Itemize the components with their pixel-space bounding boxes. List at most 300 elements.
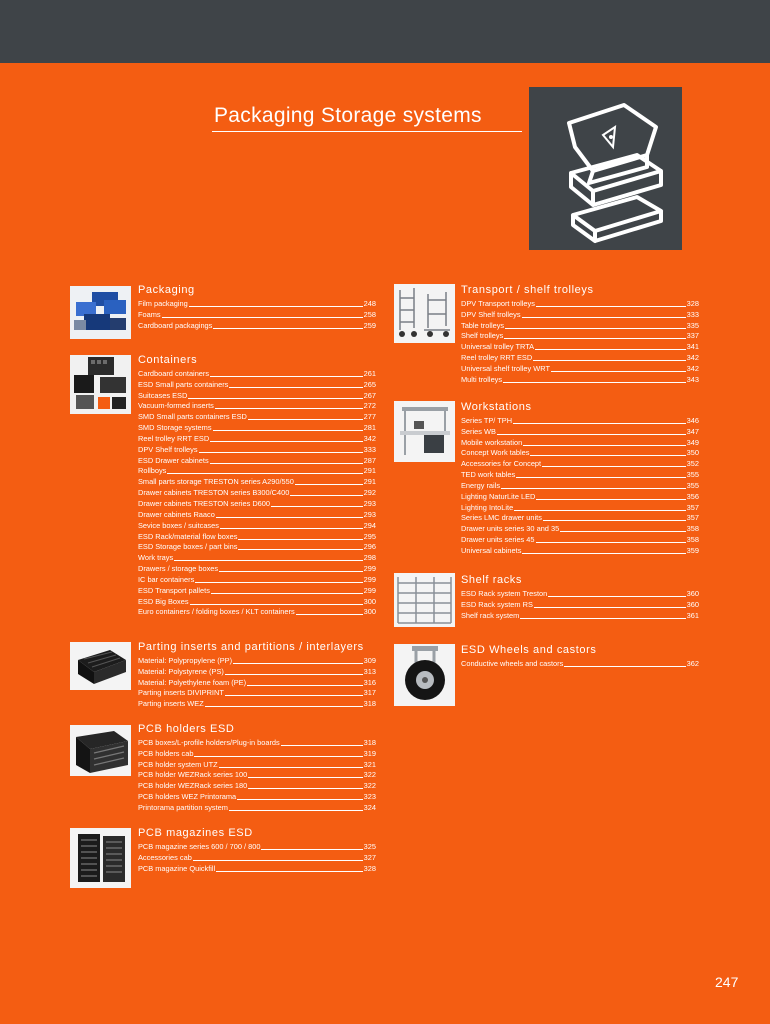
toc-entry-page: 359 (686, 545, 699, 555)
hero-panel (529, 87, 682, 250)
toc-entry[interactable] (138, 802, 376, 813)
leader-line (193, 860, 363, 861)
toc-entry-page: 277 (363, 412, 376, 422)
leader-line (248, 419, 363, 420)
toc-entry[interactable] (138, 487, 376, 498)
section-heading: PCB magazines ESD (138, 827, 253, 839)
toc-entry-page: 342 (686, 363, 699, 373)
toc-entry-page: 356 (686, 491, 699, 501)
toc-entry-title: ESD Rack system RS (461, 599, 533, 609)
toc-entry[interactable] (461, 309, 699, 320)
toc-entry[interactable] (461, 491, 699, 502)
toc-list (138, 368, 376, 617)
toc-entry-title: ESD Drawer cabinets (138, 455, 209, 465)
toc-entry-title: Vacuum-formed inserts (138, 401, 214, 411)
toc-entry[interactable] (138, 596, 376, 607)
leader-line (551, 371, 686, 372)
toc-entry[interactable] (461, 426, 699, 437)
toc-entry[interactable] (138, 509, 376, 520)
toc-entry-title: Lighting IntoLite (461, 502, 514, 512)
toc-entry-page: 341 (686, 342, 699, 352)
toc-entry-title: Suitcases ESD (138, 390, 188, 400)
toc-entry-page: 358 (686, 535, 699, 545)
leader-line (514, 510, 685, 511)
toc-entry-title: Accessories cab (138, 852, 192, 862)
toc-entry[interactable] (138, 498, 376, 509)
trolleys-image (394, 284, 455, 343)
leader-line (219, 767, 363, 768)
section-workstations (461, 400, 699, 556)
toc-entry-page: 313 (363, 666, 376, 676)
leader-line (533, 360, 685, 361)
toc-entry-title: Series LMC drawer units (461, 513, 542, 523)
toc-entry-page: 318 (363, 737, 376, 747)
toc-entry-page: 360 (686, 599, 699, 609)
leader-line (522, 317, 686, 318)
section-heading: Workstations (461, 401, 532, 413)
toc-entry-page: 300 (363, 607, 376, 617)
leader-line (522, 553, 685, 554)
leader-line (564, 666, 685, 667)
toc-entry[interactable] (461, 320, 699, 331)
leader-line (211, 593, 363, 594)
toc-entry-title: Rollboys (138, 466, 167, 476)
toc-entry-page: 295 (363, 531, 376, 541)
toc-entry-page: 293 (363, 498, 376, 508)
leader-line (523, 445, 685, 446)
toc-entry[interactable] (461, 480, 699, 491)
toc-entry-title: Film packaging (138, 298, 188, 308)
toc-entry-page: 299 (363, 574, 376, 584)
toc-entry[interactable] (138, 574, 376, 585)
toc-entry[interactable] (138, 444, 376, 455)
toc-list (138, 298, 376, 331)
toc-entry-title: DPV Shelf trolleys (461, 309, 521, 319)
toc-entry-title: Mobile workstation (461, 437, 523, 447)
leader-line (215, 408, 363, 409)
toc-entry-page: 358 (686, 524, 699, 534)
leader-line (216, 871, 362, 872)
toc-entry-title: Drawers / storage boxes (138, 564, 219, 574)
toc-entry-page: 328 (363, 863, 376, 873)
toc-entry-title: Euro containers / folding boxes / KLT containers (138, 607, 295, 617)
toc-entry[interactable] (138, 476, 376, 487)
toc-entry-title: Shelf trolleys (461, 331, 504, 341)
toc-entry-page: 298 (363, 553, 376, 563)
leader-line (248, 788, 362, 789)
leader-line (247, 685, 363, 686)
toc-entry-page: 342 (686, 353, 699, 363)
toc-entry-title: Printorama partition system (138, 802, 228, 812)
toc-entry-page: 292 (363, 488, 376, 498)
toc-entry-title: Concept Work tables (461, 448, 530, 458)
toc-entry-page: 316 (363, 677, 376, 687)
leader-line (534, 607, 686, 608)
toc-entry-title: DPV Transport trolleys (461, 298, 535, 308)
toc-entry-page: 328 (686, 298, 699, 308)
toc-entry[interactable] (138, 698, 376, 709)
toc-entry-title: PCB holders WEZ Printorama (138, 792, 237, 802)
wheels-thumbnail (394, 644, 455, 706)
toc-entry-title: Universal shelf trolley WRT (461, 363, 550, 373)
leader-line (225, 695, 363, 696)
leader-line (190, 604, 363, 605)
toc-entry-title: Material: Polystyrene (PS) (138, 666, 224, 676)
leader-line (195, 582, 362, 583)
leader-line (225, 674, 363, 675)
toc-entry-title: PCB holders cab (138, 748, 194, 758)
leader-line (238, 539, 362, 540)
toc-entry[interactable] (461, 458, 699, 469)
toc-entry[interactable] (461, 437, 699, 448)
leader-line (536, 542, 686, 543)
toc-entry[interactable] (461, 298, 699, 309)
toc-entry-page: 335 (686, 320, 699, 330)
leader-line (536, 306, 686, 307)
containers-thumbnail (70, 355, 131, 414)
toc-entry-title: Foams (138, 309, 161, 319)
toc-entry-title: ESD Transport pallets (138, 585, 210, 595)
leader-line (167, 473, 362, 474)
toc-entry-title: Reel trolley RRT ESD (138, 433, 210, 443)
toc-entry-page: 343 (686, 374, 699, 384)
toc-entry-page: 291 (363, 466, 376, 476)
toc-entry-title: Sevice boxes / suitcases (138, 520, 219, 530)
leader-line (543, 520, 686, 521)
leader-line (210, 376, 363, 377)
toc-entry[interactable] (138, 677, 376, 688)
toc-entry-page: 322 (363, 770, 376, 780)
toc-entry-page: 323 (363, 792, 376, 802)
toc-entry-title: ESD Big Boxes (138, 596, 189, 606)
leader-line (504, 338, 685, 339)
toc-entry-page: 327 (363, 852, 376, 862)
toc-entry-title: Work trays (138, 553, 174, 563)
workstations-thumbnail (394, 401, 455, 462)
toc-entry-title: Parting inserts WEZ (138, 699, 204, 709)
toc-entry-page: 322 (363, 781, 376, 791)
toc-entry-page: 267 (363, 390, 376, 400)
toc-entry[interactable] (138, 791, 376, 802)
toc-entry-title: Accessories for Concept (461, 459, 542, 469)
toc-entry[interactable] (138, 748, 376, 759)
parting-inserts-thumbnail (70, 642, 131, 690)
leader-line (281, 745, 363, 746)
toc-entry[interactable] (138, 655, 376, 666)
toc-entry[interactable] (461, 469, 699, 480)
toc-entry-title: Cardboard packagings (138, 320, 213, 330)
toc-entry-page: 357 (686, 513, 699, 523)
toc-entry-title: ESD Rack system Treston (461, 588, 548, 598)
toc-entry-page: 317 (363, 688, 376, 698)
toc-entry-title: Universal cabinets (461, 545, 522, 555)
parting-inserts-image (70, 642, 131, 690)
toc-entry[interactable] (138, 666, 376, 677)
toc-entry[interactable] (138, 466, 376, 477)
toc-entry-title: PCB magazine series 600 / 700 / 800 (138, 841, 261, 851)
toc-entry-page: 355 (686, 480, 699, 490)
leader-line (548, 596, 685, 597)
leader-line (213, 328, 362, 329)
leader-line (501, 488, 686, 489)
containers-image (70, 355, 131, 414)
leader-line (229, 387, 362, 388)
leader-line (248, 777, 362, 778)
toc-entry[interactable] (461, 448, 699, 459)
toc-entry[interactable] (138, 309, 376, 320)
pcb-magazines-thumbnail (70, 828, 131, 888)
toc-entry[interactable] (138, 607, 376, 618)
leader-line (261, 849, 362, 850)
leader-line (503, 382, 686, 383)
toc-entry[interactable] (461, 352, 699, 363)
page-number: 247 (715, 974, 739, 990)
toc-entry[interactable] (138, 841, 376, 852)
pcb-magazines-image (70, 828, 131, 888)
toc-entry-page: 346 (686, 415, 699, 425)
toc-entry-page: 299 (363, 564, 376, 574)
leader-line (295, 484, 363, 485)
toc-entry[interactable] (138, 863, 376, 874)
toc-entry-page: 319 (363, 748, 376, 758)
toc-entry[interactable] (138, 759, 376, 770)
toc-entry[interactable] (138, 531, 376, 542)
leader-line (220, 528, 363, 529)
toc-entry-page: 281 (363, 423, 376, 433)
toc-entry-title: Small parts storage TRESTON series A290/550 (138, 477, 294, 487)
toc-entry-page: 261 (363, 368, 376, 378)
toc-entry[interactable] (138, 401, 376, 412)
toc-entry-page: 293 (363, 509, 376, 519)
toc-entry-title: ESD Storage boxes / part bins (138, 542, 238, 552)
toc-entry-title: Table trolleys (461, 320, 505, 330)
section-parting-inserts (138, 640, 376, 709)
toc-entry-title: Energy rails (461, 480, 501, 490)
toc-entry[interactable] (138, 563, 376, 574)
toc-entry-title: Shelf rack system (461, 610, 520, 620)
toc-entry-page: 360 (686, 588, 699, 598)
toc-entry-title: Series WB (461, 426, 496, 436)
leader-line (296, 614, 363, 615)
leader-line (199, 452, 363, 453)
toc-entry-title: IC bar containers (138, 574, 195, 584)
trolleys-thumbnail (394, 284, 455, 343)
leader-line (513, 423, 686, 424)
toc-entry[interactable] (461, 610, 699, 621)
toc-entry[interactable] (138, 520, 376, 531)
leader-line (188, 398, 362, 399)
toc-entry[interactable] (138, 320, 376, 331)
toc-entry[interactable] (138, 542, 376, 553)
leader-line (219, 571, 363, 572)
leader-line (271, 506, 363, 507)
toc-entry-page: 291 (363, 477, 376, 487)
toc-entry[interactable] (138, 737, 376, 748)
toc-entry-title: SMD Storage systems (138, 423, 212, 433)
leader-line (216, 517, 363, 518)
toc-entry-page: 299 (363, 585, 376, 595)
toc-entry-title: ESD Rack/material flow boxes (138, 531, 238, 541)
toc-entry[interactable] (138, 688, 376, 699)
toc-entry-page: 347 (686, 426, 699, 436)
pcb-holders-image (70, 725, 131, 776)
toc-entry[interactable] (138, 411, 376, 422)
toc-entry[interactable] (461, 513, 699, 524)
toc-entry[interactable] (461, 341, 699, 352)
leader-line (210, 463, 363, 464)
leader-line (213, 430, 363, 431)
toc-entry-page: 287 (363, 455, 376, 465)
leader-line (210, 441, 362, 442)
leader-line (542, 466, 686, 467)
title-rule (212, 131, 522, 132)
toc-entry-page: 337 (686, 331, 699, 341)
toc-entry-title: PCB holder WEZRack series 100 (138, 770, 248, 780)
toc-entry-title: Drawer units series 30 and 35 (461, 524, 560, 534)
leader-line (520, 618, 685, 619)
section-shelf-racks (461, 573, 699, 621)
toc-entry-page: 352 (686, 459, 699, 469)
toc-entry-page: 333 (363, 444, 376, 454)
leader-line (233, 663, 363, 664)
toc-entry-title: PCB magazine Quickfill (138, 863, 216, 873)
toc-entry-page: 333 (686, 309, 699, 319)
leader-line (229, 810, 363, 811)
toc-entry[interactable] (461, 415, 699, 426)
shelf-racks-thumbnail (394, 573, 455, 627)
toc-entry-title: PCB holder system UTZ (138, 759, 218, 769)
leader-line (189, 306, 363, 307)
toc-entry-title: Cardboard containers (138, 368, 210, 378)
toc-entry-title: Universal trolley TRTA (461, 342, 535, 352)
toc-entry[interactable] (461, 502, 699, 513)
toc-entry[interactable] (138, 433, 376, 444)
toc-entry-page: 357 (686, 502, 699, 512)
section-heading: ESD Wheels and castors (461, 644, 597, 656)
toc-entry[interactable] (461, 588, 699, 599)
toc-entry-title: Drawer units series 45 (461, 535, 535, 545)
section-heading: Containers (138, 354, 198, 366)
toc-entry[interactable] (461, 534, 699, 545)
leader-line (237, 799, 362, 800)
toc-entry[interactable] (461, 363, 699, 374)
leader-line (536, 499, 685, 500)
toc-entry[interactable] (461, 523, 699, 534)
toc-list (461, 415, 699, 556)
toc-entry-page: 355 (686, 470, 699, 480)
leader-line (194, 756, 362, 757)
toc-entry-title: Parting inserts DIVIPRINT (138, 688, 224, 698)
section-trolleys (461, 283, 699, 385)
toc-entry-title: Series TP/ TPH (461, 415, 513, 425)
toc-entry[interactable] (138, 852, 376, 863)
toc-entry[interactable] (138, 455, 376, 466)
toc-entry-title: PCB boxes/L-profile holders/Plug-in boards (138, 737, 280, 747)
toc-entry[interactable] (138, 390, 376, 401)
toc-entry-title: Material: Polypropylene (PP) (138, 655, 233, 665)
toc-entry-page: 350 (686, 448, 699, 458)
toc-entry-title: Multi trolleys (461, 374, 503, 384)
toc-entry-title: SMD Small parts containers ESD (138, 412, 247, 422)
toc-entry-title: Reel trolley RRT ESD (461, 353, 533, 363)
toc-entry[interactable] (461, 545, 699, 556)
section-packaging (138, 283, 376, 331)
section-containers (138, 353, 376, 617)
toc-entry-title: Drawer cabinets TRESTON series D600 (138, 498, 270, 508)
toc-list (138, 737, 376, 813)
shelf-racks-image (394, 573, 455, 627)
section-pcb-holders (138, 722, 376, 813)
leader-line (290, 495, 362, 496)
packaging-image (70, 286, 131, 339)
toc-entry-title: Conductive wheels and castors (461, 658, 564, 668)
toc-list (461, 658, 699, 669)
toc-list (138, 655, 376, 709)
leader-line (205, 706, 363, 707)
section-heading: Transport / shelf trolleys (461, 284, 594, 296)
toc-entry-title: Lighting NaturLite LED (461, 491, 536, 501)
toc-entry-page: 309 (363, 655, 376, 665)
toc-entry[interactable] (138, 379, 376, 390)
workstations-image (394, 401, 455, 462)
toc-entry-page: 300 (363, 596, 376, 606)
toc-entry-page: 361 (686, 610, 699, 620)
toc-entry[interactable] (461, 374, 699, 385)
toc-entry-page: 296 (363, 542, 376, 552)
toc-entry[interactable] (461, 599, 699, 610)
toc-entry-page: 294 (363, 520, 376, 530)
toc-entry[interactable] (461, 331, 699, 342)
toc-entry-page: 272 (363, 401, 376, 411)
toc-entry-title: PCB holder WEZRack series 180 (138, 781, 248, 791)
toc-entry-title: Material: Polyethylene foam (PE) (138, 677, 247, 687)
section-heading: PCB holders ESD (138, 723, 235, 735)
toc-entry[interactable] (138, 585, 376, 596)
leader-line (497, 434, 686, 435)
toc-entry-page: 248 (363, 298, 376, 308)
toc-entry[interactable] (138, 368, 376, 379)
section-heading: Packaging (138, 284, 195, 296)
section-heading: Parting inserts and partitions / interlayers (138, 641, 364, 653)
toc-entry-page: 321 (363, 759, 376, 769)
leader-line (560, 531, 685, 532)
leader-line (535, 349, 686, 350)
toc-entry[interactable] (138, 552, 376, 563)
toc-entry[interactable] (138, 780, 376, 791)
esd-box-icon (529, 87, 682, 250)
leader-line (516, 477, 685, 478)
leader-line (174, 560, 362, 561)
toc-entry-title: Drawer cabinets TRESTON series B300/C400 (138, 488, 290, 498)
toc-entry[interactable] (461, 658, 699, 669)
toc-entry-title: ESD Small parts containers (138, 379, 229, 389)
toc-entry[interactable] (138, 770, 376, 781)
toc-entry[interactable] (138, 298, 376, 309)
leader-line (530, 455, 685, 456)
packaging-thumbnail (70, 286, 131, 339)
toc-entry-page: 325 (363, 841, 376, 851)
toc-entry-page: 362 (686, 658, 699, 668)
toc-entry[interactable] (138, 422, 376, 433)
toc-entry-page: 318 (363, 699, 376, 709)
section-wheels (461, 643, 699, 669)
wheel-castor-image (394, 644, 455, 706)
toc-entry-page: 259 (363, 320, 376, 330)
toc-entry-title: TED work tables (461, 470, 516, 480)
toc-list (461, 588, 699, 621)
toc-entry-page: 349 (686, 437, 699, 447)
toc-list (138, 841, 376, 874)
